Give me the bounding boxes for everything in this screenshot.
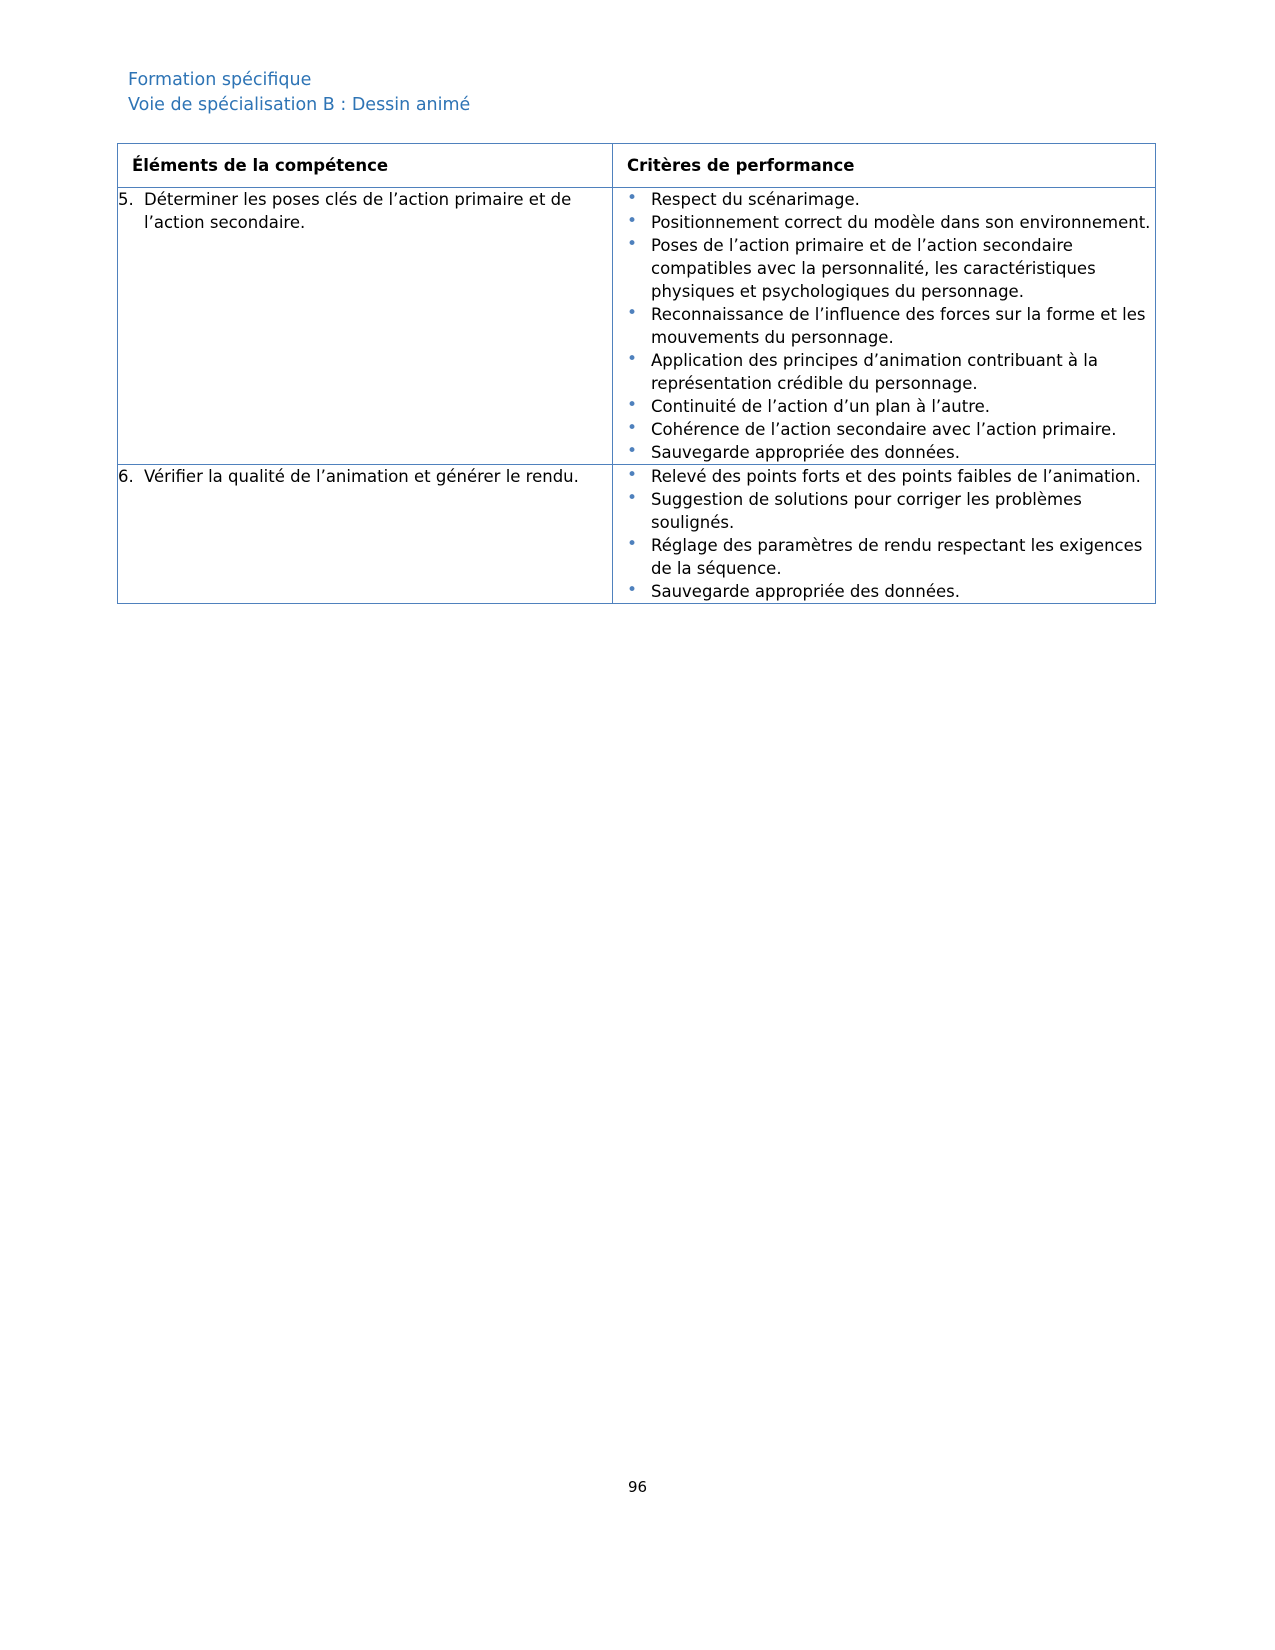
- criteria-list: [613, 465, 1155, 603]
- list-item: • Application des principes d’animation contribuant à la représentation crédible du personnage.: [613, 349, 1155, 395]
- list-item: • Respect du scénarimage.: [613, 188, 1155, 211]
- table-row: [118, 465, 1156, 604]
- page-number: 96: [627, 1478, 648, 1496]
- list-item: • Poses de l’action primaire et de l’action secondaire compatibles avec la personnalité, les caractéristiques physiques et psychologiques du personnage.: [613, 234, 1155, 303]
- criteria-list: [613, 188, 1155, 464]
- list-item: • Continuité de l’action d’un plan à l’autre.: [613, 395, 1155, 418]
- list-item: • Positionnement correct du modèle dans son environnement.: [613, 211, 1155, 234]
- list-item: • Réglage des paramètres de rendu respectant les exigences de la séquence.: [613, 534, 1155, 580]
- table-header-row: [118, 144, 1156, 188]
- page-header: [128, 68, 470, 118]
- list-item: • Sauvegarde appropriée des données.: [613, 441, 1155, 464]
- element-number: 5.: [118, 190, 134, 209]
- criteria-cell: [613, 188, 1156, 465]
- column-header-criteria: Critères de performance: [613, 144, 1156, 188]
- header-line-formation: Formation spécifique: [128, 70, 312, 90]
- list-item: • Suggestion de solutions pour corriger les problèmes soulignés.: [613, 488, 1155, 534]
- column-header-elements: Éléments de la compétence: [118, 144, 613, 188]
- element-text: Vérifier la qualité de l’animation et générer le rendu.: [144, 467, 579, 486]
- element-cell: [118, 465, 613, 604]
- list-item: • Cohérence de l’action secondaire avec l’action primaire.: [613, 418, 1155, 441]
- table-row: [118, 188, 1156, 465]
- page-footer: [0, 1478, 1275, 1496]
- list-item: • Relevé des points forts et des points faibles de l’animation.: [613, 465, 1155, 488]
- list-item: • Sauvegarde appropriée des données.: [613, 580, 1155, 603]
- header-line-voie: Voie de spécialisation B : Dessin animé: [128, 95, 471, 115]
- element-cell: [118, 188, 613, 465]
- competency-table: [117, 143, 1156, 604]
- list-item: • Reconnaissance de l’influence des forces sur la forme et les mouvements du personnage.: [613, 303, 1155, 349]
- element-number: 6.: [118, 467, 134, 486]
- criteria-cell: [613, 465, 1156, 604]
- element-text: Déterminer les poses clés de l’action primaire et de l’action secondaire.: [144, 190, 572, 232]
